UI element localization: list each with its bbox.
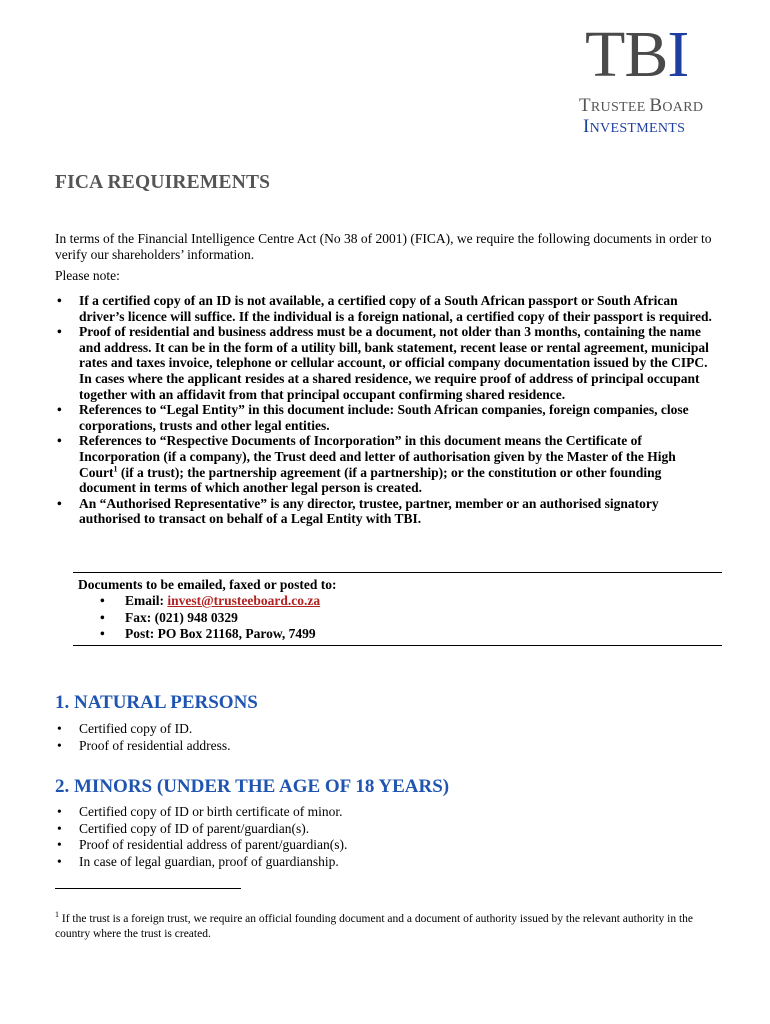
contact-top-rule bbox=[73, 572, 722, 573]
contact-bottom-rule bbox=[73, 645, 722, 646]
footnote-separator bbox=[55, 888, 241, 889]
contact-post: • Post: PO Box 21168, Parow, 7499 bbox=[100, 626, 316, 641]
logo-investments: INVESTMENTS bbox=[583, 116, 686, 137]
list-item: • In case of legal guardian, proof of guardianship. bbox=[57, 853, 339, 869]
list-item: • An “Authorised Representative” is any director, trustee, partner, member or an authorised signatory authorised to transact on behalf of a Legal Entity with TBI. bbox=[57, 495, 659, 527]
logo-i-letter: I bbox=[667, 18, 689, 91]
notes-list bbox=[55, 293, 715, 527]
list-item: • Proof of residential and business address must be a document, not older than 3 months, containing the name and address. It can be in the form of a utility bill, bank statement, recent lease or rental agreement, municipal rates and taxes invoice, telephone or cellular account, or official company documentation issued by the CIPC. In cases where the applicant resides at a shared residence, we require proof of address of principal occupant together with an affidavit from that principal occupant confirming shared residence. bbox=[57, 324, 709, 402]
logo-tb-letters: TB bbox=[585, 18, 668, 91]
section-heading-minors: 2. MINORS (UNDER THE AGE OF 18 YEARS) bbox=[55, 776, 450, 797]
email-link[interactable]: invest@trusteeboard.co.za bbox=[167, 593, 321, 608]
footnote bbox=[55, 912, 715, 942]
contact-heading: Documents to be emailed, faxed or posted to: bbox=[78, 577, 337, 592]
contact-fax: • Fax: (021) 948 0329 bbox=[100, 609, 238, 625]
section-heading-natural-persons: 1. NATURAL PERSONS bbox=[55, 692, 258, 713]
natural-persons-list bbox=[55, 721, 715, 754]
minors-list bbox=[55, 804, 715, 870]
list-item: • Proof of residential address. bbox=[57, 737, 231, 753]
footnote-text: If the trust is a foreign trust, we require an official founding document and a document of authority issued by the relevant authority in the country where the trust is created. bbox=[55, 913, 694, 940]
please-note-label: Please note: bbox=[55, 268, 120, 283]
list-item: • References to “Legal Entity” in this document include: South African companies, foreign companies, close corporations, trusts and other legal entities. bbox=[57, 402, 689, 433]
list-item: • References to “Respective Documents of Incorporation” in this document means the Certificate of Incorporation (if a company), the Trust deed and letter of authorisation given by the Master of the High Court$^1$ (if a trust); the partnership agreement (if a partnership); or the constitution or other founding document in terms of which another legal person is created. bbox=[57, 433, 676, 496]
list-item: • Certified copy of ID. bbox=[57, 721, 193, 736]
list-item: • Certified copy of ID or birth certificate of minor. bbox=[57, 804, 343, 819]
logo-trustee-board: TRUSTEE BOARD bbox=[579, 95, 704, 116]
intro-paragraph: In terms of the Financial Intelligence Centre Act (No 38 of 2001) (FICA), we require the following documents in order to verify our shareholders’ information. bbox=[55, 231, 712, 262]
list-item: • Proof of residential address of parent/guardian(s). bbox=[57, 837, 348, 852]
list-item: • If a certified copy of an ID is not available, a certified copy of a South African passport or South African driver’s licence will suffice. If the individual is a foreign national, a certified copy of their passport is required. bbox=[57, 293, 712, 324]
contact-list bbox=[100, 593, 320, 643]
footnote-mark: 1 bbox=[55, 910, 59, 920]
list-item: • Certified copy of ID of parent/guardian(s). bbox=[57, 820, 310, 836]
tbi-logo bbox=[585, 18, 689, 91]
footnote-ref: 1 bbox=[113, 464, 118, 474]
contact-email: • Email: invest@trusteeboard.co.za bbox=[100, 593, 321, 608]
page-title: FICA REQUIREMENTS bbox=[55, 172, 271, 193]
